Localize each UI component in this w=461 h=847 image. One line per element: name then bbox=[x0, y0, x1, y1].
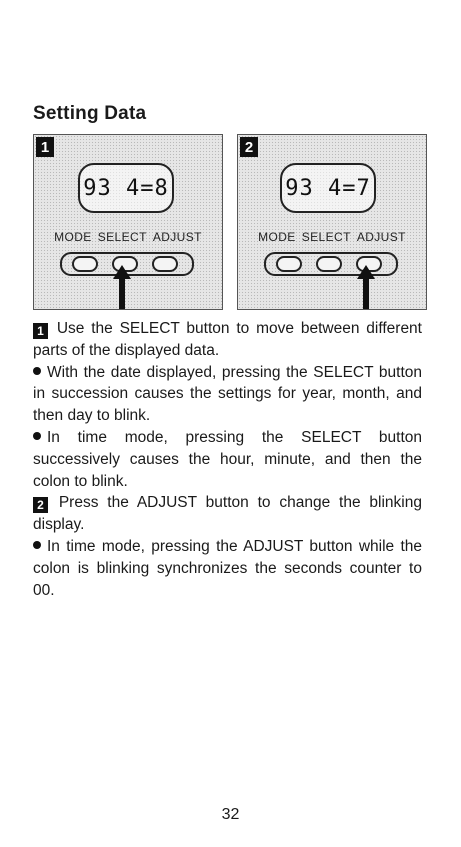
select-button bbox=[316, 256, 342, 272]
mode-label: MODE bbox=[258, 230, 296, 244]
page-number: 32 bbox=[221, 806, 240, 823]
button-housing bbox=[264, 252, 398, 276]
section-heading: Setting Data bbox=[33, 103, 147, 124]
adjust-label: ADJUST bbox=[356, 230, 406, 244]
step-2-text: Press the ADJUST button to change the blinking display. bbox=[33, 494, 422, 534]
up-arrow-icon bbox=[112, 265, 132, 309]
adjust-button bbox=[152, 256, 178, 272]
bullet-text: In time mode, pressing the SELECT button successively causes the hour, minute, and then the colon to blink. bbox=[33, 428, 422, 490]
bullet-icon bbox=[33, 432, 41, 440]
select-label: SELECT bbox=[97, 230, 147, 244]
bullet-text: In time mode, pressing the ADJUST button while the colon is blinking synchronizes the seconds counter to 00. bbox=[33, 537, 422, 599]
list-item bbox=[33, 536, 422, 601]
select-label: SELECT bbox=[301, 230, 351, 244]
step-badge: 2 bbox=[240, 137, 258, 157]
mode-button bbox=[72, 256, 98, 272]
bullet-icon bbox=[33, 367, 41, 375]
bullet-text: With the date displayed, pressing the SELECT button in succession causes the settings for year, month, and then day to blink. bbox=[33, 363, 422, 425]
up-arrow-icon bbox=[356, 265, 376, 309]
adjust-label: ADJUST bbox=[152, 230, 202, 244]
watch-display bbox=[78, 163, 174, 213]
button-labels bbox=[34, 230, 222, 244]
bullet-icon bbox=[33, 541, 41, 549]
mode-label: MODE bbox=[54, 230, 92, 244]
button-labels bbox=[238, 230, 426, 244]
mode-button bbox=[276, 256, 302, 272]
step-1-paragraph bbox=[33, 318, 422, 362]
step-1-text: Use the SELECT button to move between different parts of the displayed data. bbox=[33, 320, 422, 359]
watch-display bbox=[280, 163, 376, 213]
display-digits: 93 4=7 bbox=[285, 175, 371, 201]
illustration-step-2 bbox=[237, 134, 427, 310]
list-item bbox=[33, 362, 422, 427]
step-badge: 2 bbox=[33, 497, 48, 513]
display-digits: 93 4=8 bbox=[83, 175, 169, 201]
illustration-step-1 bbox=[33, 134, 223, 310]
step-badge: 1 bbox=[33, 323, 48, 339]
instructions bbox=[33, 318, 422, 601]
step-2-paragraph bbox=[33, 492, 422, 536]
step-badge: 1 bbox=[36, 137, 54, 157]
list-item bbox=[33, 427, 422, 492]
